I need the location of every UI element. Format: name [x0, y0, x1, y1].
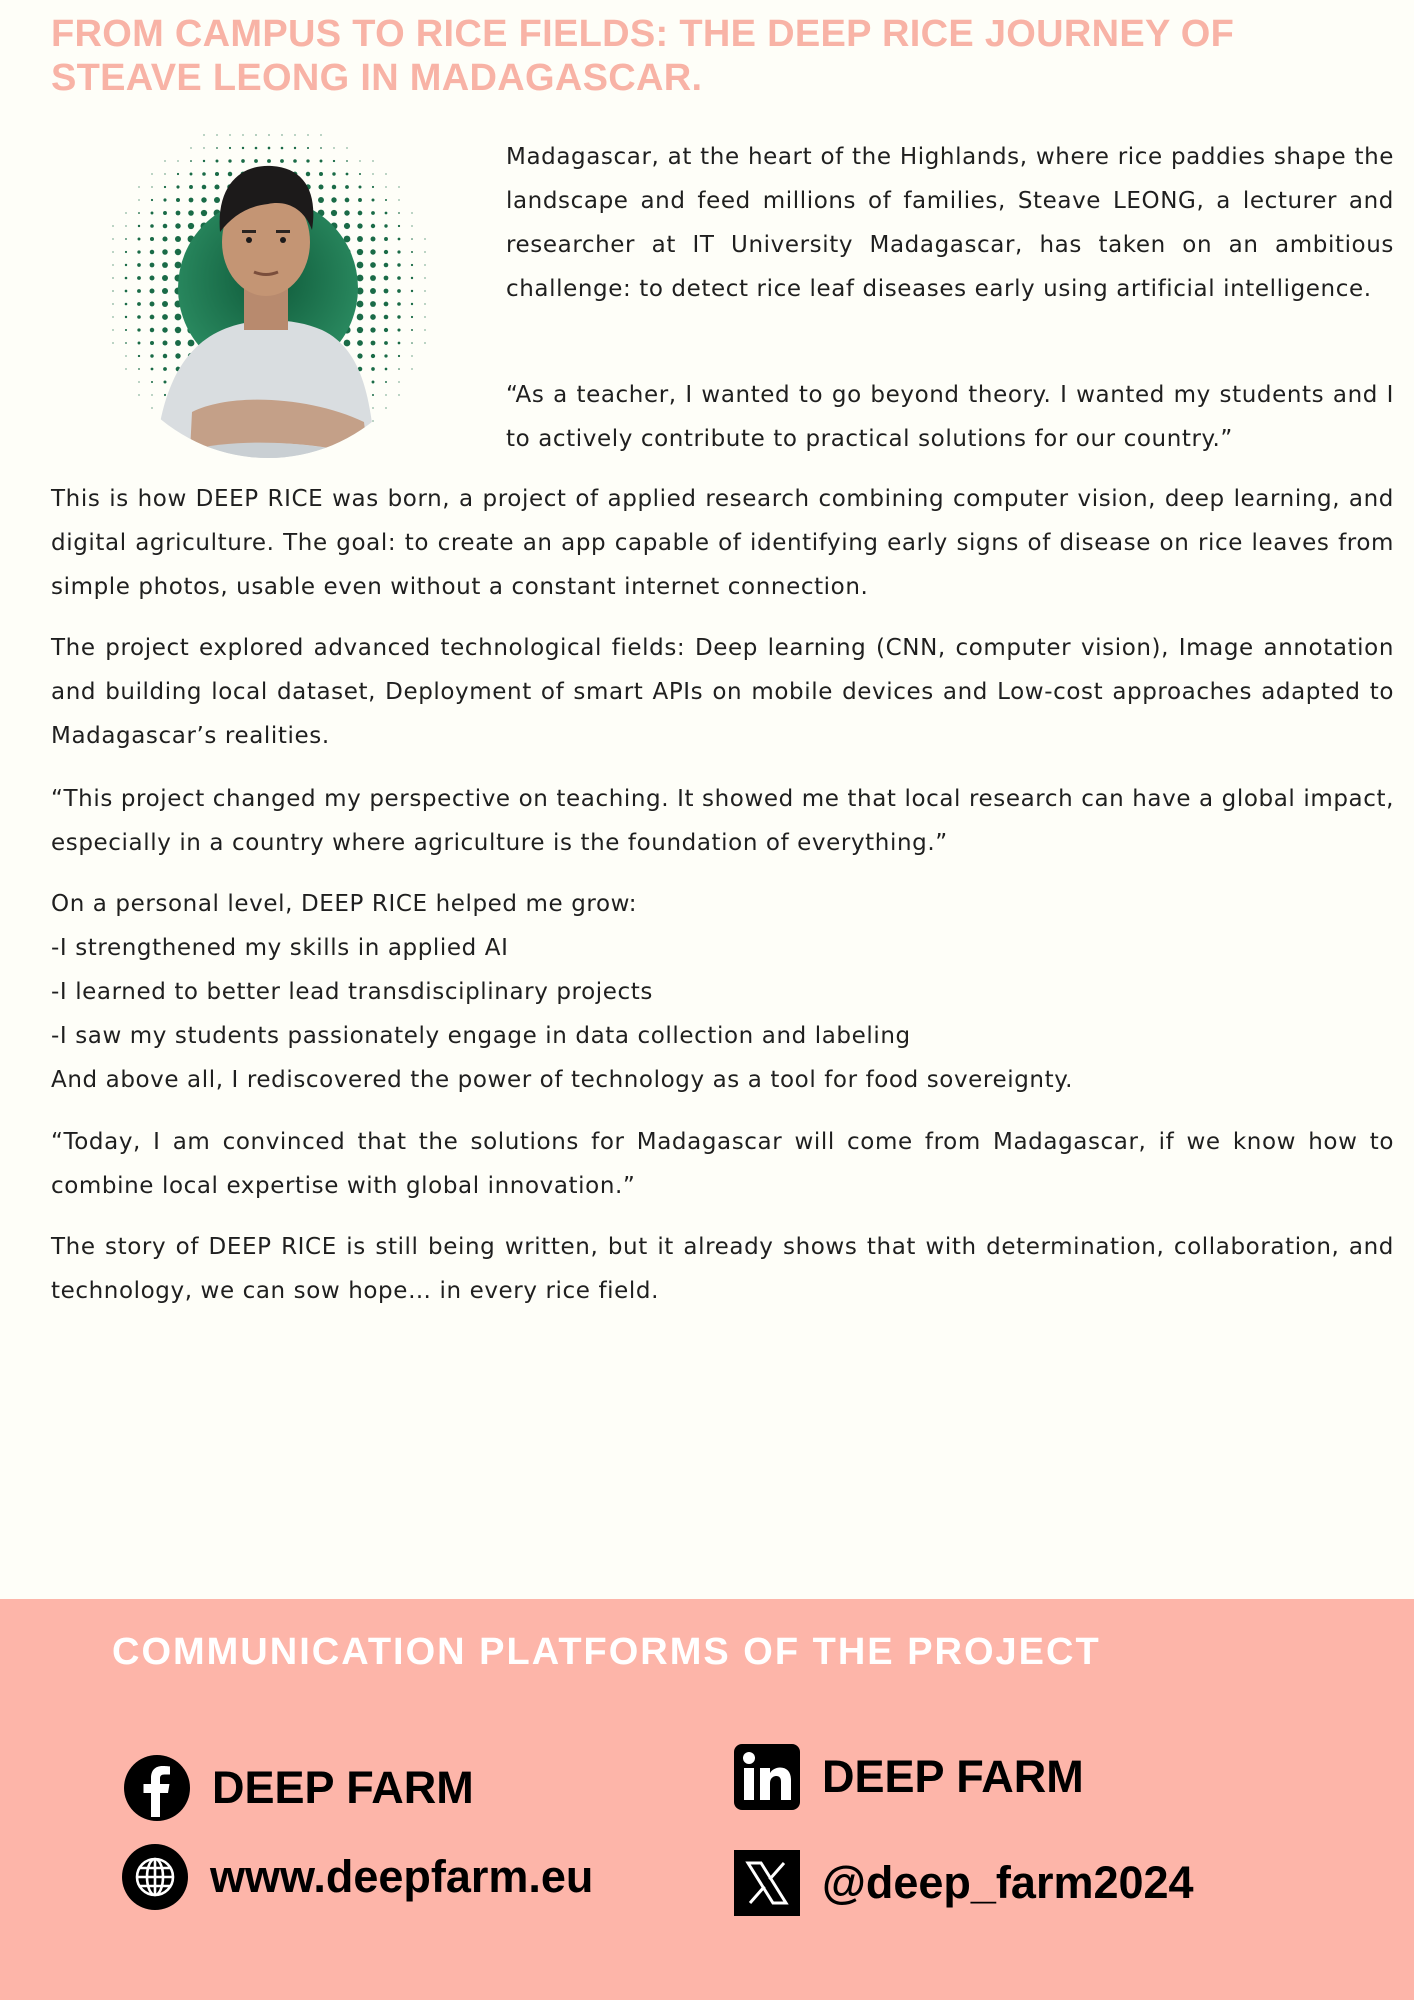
halftone-dot — [163, 198, 166, 201]
halftone-dot — [398, 212, 400, 214]
halftone-dot — [424, 251, 425, 252]
halftone-dot — [384, 250, 388, 254]
halftone-dot — [397, 328, 400, 331]
halftone-dot — [385, 212, 388, 215]
halftone-dot — [267, 159, 271, 163]
halftone-dot — [370, 301, 376, 307]
halftone-dot — [372, 160, 373, 161]
x-label: @deep_farm2024 — [822, 1857, 1194, 1908]
halftone-dot — [125, 290, 128, 293]
halftone-dot — [370, 327, 375, 332]
halftone-dot — [372, 394, 374, 396]
halftone-dot — [357, 301, 364, 308]
halftone-dot — [137, 250, 140, 253]
halftone-dot — [150, 237, 154, 241]
halftone-dot — [151, 186, 152, 187]
list-intro: On a personal level, DEEP RICE helped me grow: — [51, 891, 638, 917]
halftone-dot — [307, 134, 308, 135]
halftone-dot — [357, 223, 362, 228]
halftone-dot — [125, 368, 126, 369]
halftone-dot — [150, 328, 154, 332]
halftone-dot — [385, 173, 386, 174]
halftone-dot — [398, 186, 399, 187]
halftone-dot — [344, 223, 350, 229]
halftone-dot — [188, 210, 194, 216]
halftone-dot — [137, 328, 140, 331]
halftone-dot — [398, 381, 399, 382]
halftone-dot — [137, 289, 141, 293]
halftone-dot — [397, 302, 401, 306]
halftone-dot — [398, 238, 401, 241]
list-item: -I learned to better lead transdisciplinary projects — [51, 979, 653, 1005]
halftone-dot — [162, 262, 168, 268]
halftone-dot — [398, 355, 400, 357]
halftone-dot — [176, 198, 180, 202]
halftone-dot — [384, 263, 389, 268]
linkedin-label: DEEP FARM — [822, 1751, 1084, 1802]
halftone-dot — [384, 315, 389, 320]
halftone-dot — [150, 315, 155, 320]
intro-paragraph: Madagascar, at the heart of the Highlands, where rice paddies shape the landscape and feed millions of families, Steave LEONG, a lecturer and researcher at IT University Madagascar, has taken on an ambitious challenge: to detect rice leaf diseases early using artificial intelligence. — [506, 144, 1394, 302]
halftone-dot — [372, 173, 373, 174]
halftone-dot — [229, 147, 231, 149]
halftone-dot — [125, 238, 127, 240]
halftone-dot — [254, 159, 258, 163]
halftone-dot — [112, 251, 113, 252]
halftone-dot — [112, 329, 113, 330]
halftone-dot — [384, 341, 388, 345]
halftone-dot — [125, 277, 128, 280]
halftone-dot — [318, 197, 324, 203]
halftone-dot — [150, 302, 155, 307]
halftone-dot — [164, 160, 165, 161]
halftone-dot — [138, 225, 140, 227]
halftone-dot — [137, 263, 141, 267]
halftone-dot — [345, 185, 349, 189]
technology-paragraph: The project explored advanced technological fields: Deep learning (CNN, computer vision), Image annotation and building local dataset, Deployment of smart APIs on mobile devices and Low-cost approaches adapted to Madagascar’s realities. — [51, 635, 1394, 749]
halftone-dot — [162, 327, 167, 332]
halftone-dot — [332, 172, 335, 175]
halftone-dot — [411, 355, 412, 356]
halftone-dot — [424, 303, 425, 304]
halftone-dot — [268, 134, 269, 135]
x-link[interactable] — [734, 1850, 1194, 1916]
halftone-dot — [293, 159, 297, 163]
halftone-dot — [125, 251, 127, 253]
halftone-dot — [138, 381, 139, 382]
halftone-dot — [424, 316, 425, 317]
halftone-dot — [397, 276, 401, 280]
halftone-dot — [344, 210, 349, 215]
halftone-dot — [370, 262, 376, 268]
halftone-dot — [177, 173, 179, 175]
halftone-dot — [138, 368, 140, 370]
halftone-dot — [411, 303, 413, 305]
halftone-dot — [281, 134, 282, 135]
halftone-dot — [370, 314, 376, 320]
halftone-dot — [346, 147, 347, 148]
footer-panel — [0, 1599, 1414, 2000]
halftone-dot — [164, 186, 166, 188]
halftone-dot — [357, 314, 364, 321]
halftone-dot — [294, 134, 295, 135]
halftone-dot — [346, 160, 348, 162]
halftone-dot — [164, 173, 165, 174]
halftone-dot — [385, 394, 386, 395]
halftone-dot — [201, 197, 206, 202]
halftone-dot — [175, 327, 181, 333]
website-link[interactable] — [122, 1844, 593, 1910]
halftone-dot — [398, 199, 399, 200]
halftone-dot — [333, 147, 334, 148]
list-item: -I strengthened my skills in applied AI — [51, 935, 509, 961]
halftone-dot — [125, 316, 127, 318]
halftone-dot — [384, 237, 388, 241]
halftone-dot — [280, 159, 284, 163]
halftone-dot — [411, 329, 413, 331]
halftone-dot — [150, 263, 155, 268]
facebook-icon — [124, 1755, 190, 1821]
halftone-dot — [331, 197, 336, 202]
halftone-dot — [424, 342, 425, 343]
halftone-dot — [344, 340, 351, 347]
halftone-dot — [357, 236, 363, 242]
halftone-dot — [112, 238, 113, 239]
halftone-dot — [411, 212, 412, 213]
halftone-dot — [138, 394, 139, 395]
halftone-dot — [384, 328, 388, 332]
halftone-dot — [190, 173, 193, 176]
x-icon — [734, 1850, 800, 1916]
halftone-dot — [345, 198, 350, 203]
halftone-dot — [112, 303, 113, 304]
halftone-dot — [397, 263, 400, 266]
halftone-dot — [175, 314, 182, 321]
teacher-quote: “As a teacher, I wanted to go beyond theory. I wanted my students and I to actively contribute to practical solutions for our country.” — [506, 382, 1394, 452]
project-origin-paragraph: This is how DEEP RICE was born, a project of applied research combining computer vision, deep learning, and digital agriculture. The goal: to create an app capable of identifying early signs of disease on rice leaves from simple photos, usable even without a constant internet connection. — [51, 486, 1394, 600]
halftone-dot — [281, 147, 284, 150]
halftone-dot — [112, 290, 113, 291]
halftone-dot — [371, 224, 375, 228]
halftone-dot — [162, 236, 167, 241]
halftone-dot — [203, 147, 204, 148]
halftone-dot — [384, 224, 387, 227]
halftone-dot — [424, 290, 425, 291]
halftone-dot — [358, 185, 361, 188]
halftone-dot — [151, 394, 152, 395]
globe-icon — [122, 1844, 188, 1910]
halftone-dot — [411, 277, 413, 279]
halftone-dot — [177, 160, 178, 161]
personal-growth-list — [51, 882, 1394, 1102]
halftone-dot — [176, 185, 179, 188]
halftone-dot — [151, 173, 152, 174]
halftone-dot — [125, 355, 126, 356]
halftone-dot — [385, 186, 386, 187]
halftone-dot — [138, 199, 139, 200]
halftone-dot — [424, 264, 425, 265]
facebook-link[interactable] — [124, 1755, 474, 1821]
halftone-dot — [175, 340, 181, 346]
halftone-dot — [138, 186, 139, 187]
halftone-dot — [371, 354, 375, 358]
halftone-dot — [268, 147, 271, 150]
halftone-dot — [397, 250, 400, 253]
halftone-dot — [163, 380, 166, 383]
portrait-photo — [72, 112, 464, 482]
halftone-dot — [358, 198, 362, 202]
halftone-dot — [150, 341, 154, 345]
list-item: -I saw my students passionately engage in data collection and labeling — [51, 1023, 911, 1049]
halftone-dot — [150, 276, 155, 281]
linkedin-icon — [734, 1744, 800, 1810]
halftone-dot — [411, 316, 413, 318]
facebook-label: DEEP FARM — [212, 1762, 474, 1813]
halftone-dot — [332, 185, 336, 189]
halftone-dot — [188, 340, 195, 347]
halftone-dot — [372, 407, 373, 408]
halftone-dot — [138, 238, 141, 241]
halftone-dot — [125, 212, 126, 213]
halftone-dot — [306, 172, 310, 176]
halftone-dot — [151, 381, 153, 383]
closing-paragraph: The story of DEEP RICE is still being written, but it already shows that with determination, collaboration, and technology, we can sow hope… in every rice field. — [51, 1234, 1394, 1304]
halftone-dot — [320, 160, 323, 163]
halftone-dot — [125, 342, 127, 344]
halftone-dot — [163, 354, 167, 358]
halftone-dot — [125, 264, 127, 266]
halftone-dot — [306, 159, 309, 162]
halftone-dot — [175, 236, 181, 242]
halftone-dot — [151, 368, 154, 371]
halftone-dot — [385, 381, 387, 383]
halftone-dot — [228, 159, 231, 162]
halftone-dot — [333, 160, 335, 162]
halftone-dot — [162, 288, 168, 294]
halftone-dot — [162, 275, 168, 281]
halftone-dot — [372, 420, 373, 421]
halftone-dot — [164, 394, 166, 396]
conviction-quote: “Today, I am convinced that the solutions for Madagascar will come from Madagascar, if we know how to combine local expertise with global innovation.” — [51, 1129, 1394, 1199]
halftone-dot — [242, 147, 244, 149]
footer-title: COMMUNICATION PLATFORMS OF THE PROJECT — [112, 1631, 1101, 1673]
halftone-dot — [371, 237, 376, 242]
halftone-dot — [162, 314, 168, 320]
halftone-dot — [411, 251, 413, 253]
halftone-dot — [137, 276, 141, 280]
halftone-dot — [384, 289, 389, 294]
halftone-dot — [318, 184, 323, 189]
halftone-dot — [125, 329, 127, 331]
halftone-dot — [398, 342, 401, 345]
halftone-dot — [255, 147, 258, 150]
halftone-dot — [175, 249, 182, 256]
halftone-dot — [162, 301, 168, 307]
halftone-dot — [137, 302, 141, 306]
halftone-dot — [214, 197, 220, 203]
halftone-dot — [202, 185, 207, 190]
halftone-dot — [188, 223, 194, 229]
halftone-dot — [357, 262, 364, 269]
halftone-dot — [411, 238, 413, 240]
halftone-dot — [150, 354, 153, 357]
halftone-dot — [216, 160, 219, 163]
halftone-dot — [162, 340, 167, 345]
perspective-quote: “This project changed my perspective on teaching. It showed me that local research can have a global impact, especially in a country where agriculture is the foundation of everything.” — [51, 786, 1394, 856]
halftone-dot — [112, 264, 113, 265]
halftone-dot — [175, 262, 182, 269]
halftone-dot — [112, 342, 113, 343]
halftone-dot — [151, 407, 152, 408]
halftone-dot — [215, 172, 219, 176]
halftone-dot — [112, 316, 113, 317]
halftone-dot — [216, 147, 218, 149]
halftone-dot — [359, 160, 360, 161]
halftone-dot — [424, 238, 425, 239]
halftone-dot — [385, 199, 387, 201]
halftone-dot — [176, 211, 181, 216]
halftone-dot — [203, 160, 205, 162]
halftone-dot — [370, 275, 376, 281]
halftone-dot — [151, 199, 153, 201]
website-label: www.deepfarm.eu — [210, 1851, 594, 1902]
halftone-dot — [255, 134, 256, 135]
halftone-dot — [214, 184, 219, 189]
halftone-dot — [371, 367, 375, 371]
halftone-dot — [331, 210, 337, 216]
halftone-dot — [190, 147, 191, 148]
halftone-dot — [190, 160, 192, 162]
halftone-dot — [370, 249, 375, 254]
halftone-dot — [372, 199, 375, 202]
halftone-dot — [163, 211, 167, 215]
halftone-dot — [150, 224, 154, 228]
halftone-dot — [138, 342, 141, 345]
halftone-dot — [203, 134, 204, 135]
halftone-dot — [201, 210, 207, 216]
article-title: FROM CAMPUS TO RICE FIELDS: THE DEEP RICE JOURNEY OF STEAVE LEONG IN MADAGASCAR. — [51, 13, 1235, 99]
halftone-dot — [150, 250, 154, 254]
halftone-dot — [357, 249, 363, 255]
halftone-dot — [385, 407, 386, 408]
halftone-dot — [112, 225, 113, 226]
halftone-dot — [163, 367, 167, 371]
halftone-dot — [371, 341, 376, 346]
linkedin-link[interactable] — [734, 1744, 1084, 1810]
halftone-dot — [384, 276, 389, 281]
halftone-dot — [384, 302, 389, 307]
halftone-dot — [411, 368, 412, 369]
halftone-dot — [294, 147, 296, 149]
halftone-dot — [424, 329, 425, 330]
halftone-dot — [398, 394, 399, 395]
halftone-dot — [398, 225, 400, 227]
halftone-dot — [385, 368, 388, 371]
halftone-dot — [411, 290, 413, 292]
halftone-dot — [307, 147, 309, 149]
halftone-dot — [151, 212, 154, 215]
halftone-dot — [320, 134, 321, 135]
halftone-dot — [150, 289, 155, 294]
halftone-dot — [411, 264, 413, 266]
halftone-dot — [357, 327, 363, 333]
halftone-dot — [125, 225, 126, 226]
halftone-dot — [175, 353, 180, 358]
halftone-dot — [138, 212, 140, 214]
halftone-dot — [384, 354, 387, 357]
halftone-dot — [397, 315, 400, 318]
halftone-dot — [242, 134, 243, 135]
halftone-dot — [163, 224, 168, 229]
halftone-dot — [372, 186, 374, 188]
halftone-dot — [411, 342, 413, 344]
halftone-dot — [357, 340, 363, 346]
list-conclusion: And above all, I rediscovered the power of technology as a tool for food sovereignty. — [51, 1067, 1074, 1093]
halftone-dot — [411, 225, 412, 226]
halftone-dot — [358, 211, 363, 216]
halftone-dot — [372, 381, 375, 384]
halftone-dot — [398, 368, 400, 370]
halftone-dot — [397, 289, 401, 293]
halftone-dot — [202, 172, 206, 176]
halftone-dot — [125, 303, 128, 306]
halftone-dot — [319, 172, 323, 176]
halftone-dot — [229, 134, 230, 135]
halftone-dot — [137, 315, 141, 319]
halftone-dot — [370, 288, 376, 294]
halftone-dot — [138, 355, 140, 357]
halftone-dot — [320, 147, 322, 149]
halftone-dot — [112, 277, 113, 278]
halftone-dot — [189, 185, 193, 189]
halftone-dot — [359, 173, 361, 175]
halftone-dot — [228, 172, 232, 176]
halftone-dot — [357, 353, 362, 358]
halftone-dot — [371, 211, 375, 215]
halftone-dot — [189, 198, 194, 203]
halftone-dot — [162, 249, 168, 255]
halftone-dot — [175, 223, 180, 228]
halftone-dot — [216, 134, 217, 135]
halftone-dot — [424, 277, 425, 278]
halftone-dot — [241, 159, 245, 163]
halftone-dot — [346, 173, 349, 176]
